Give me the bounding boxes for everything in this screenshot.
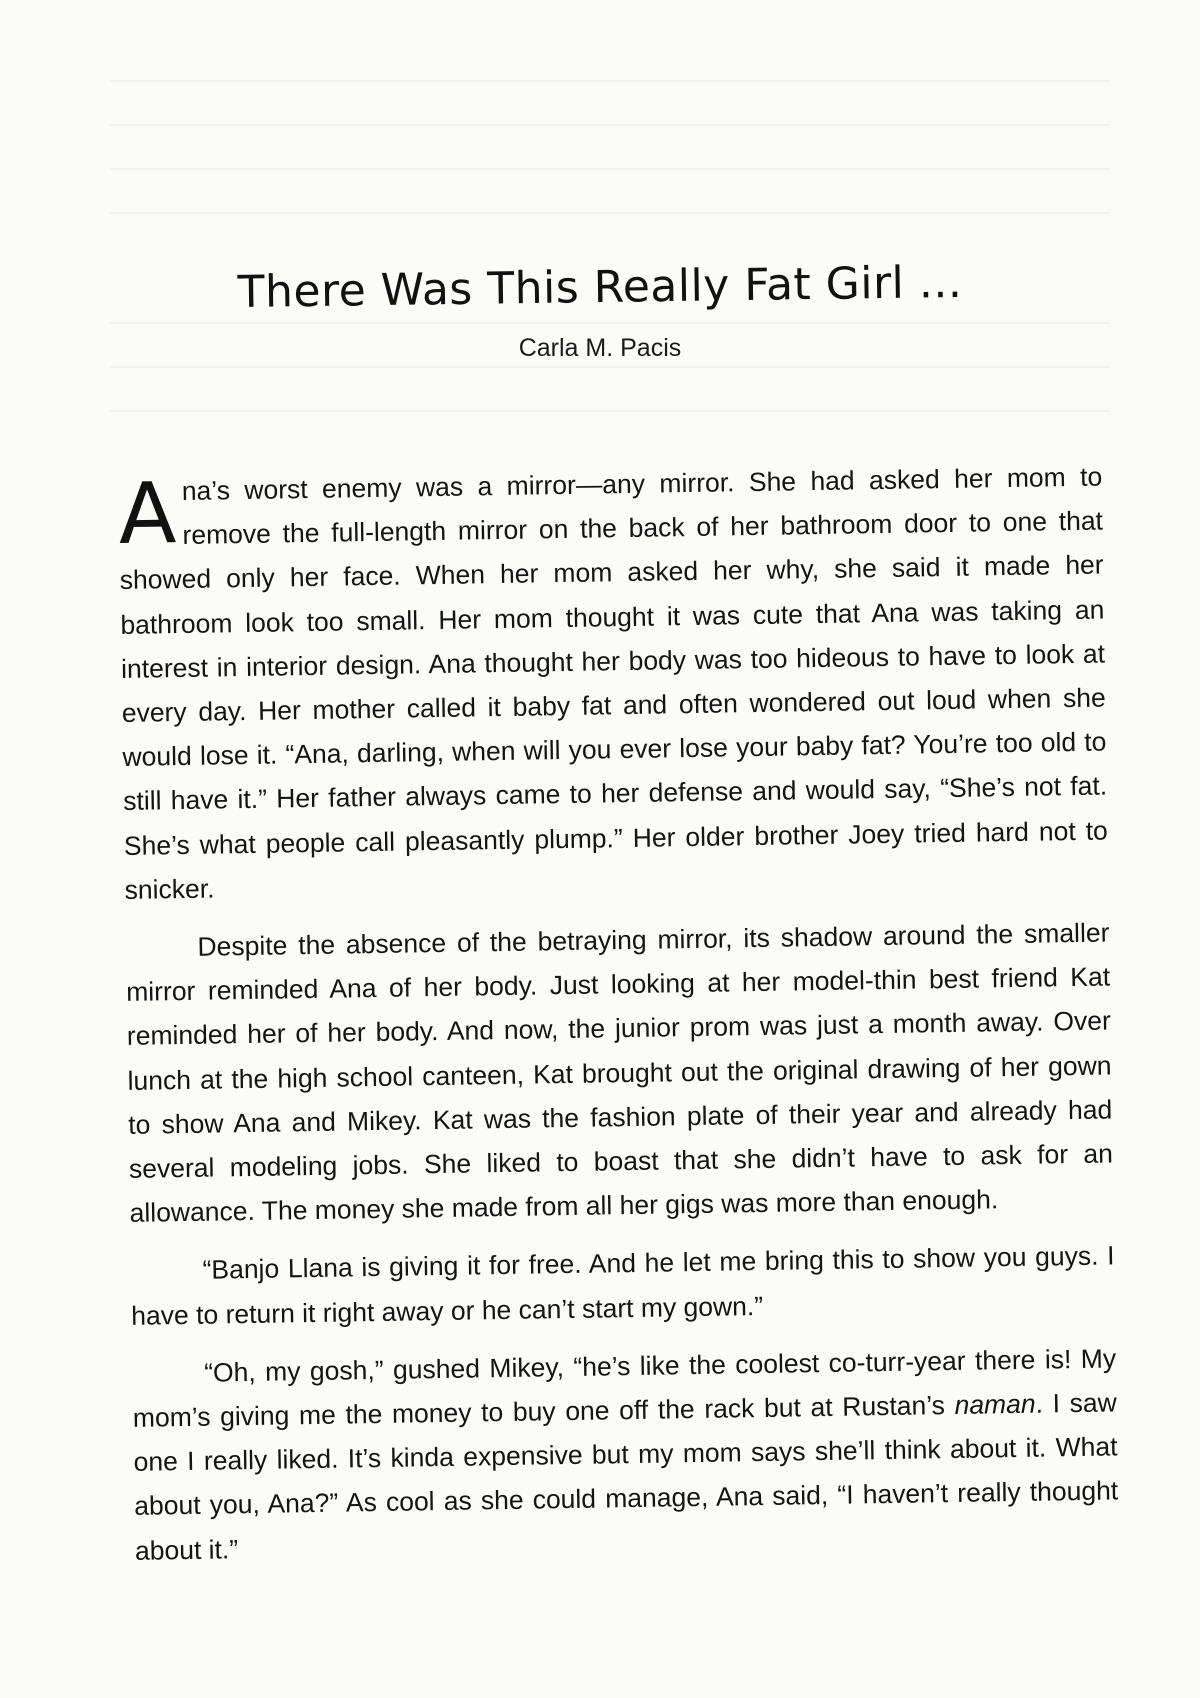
paragraph-4 (132, 1336, 1119, 1572)
paragraph-2: Despite the absence of the betraying mirror, its shadow around the smaller mirror reminded Ana of her body. Just looking at her model-thin best friend Kat reminded her of her body. And now, the junior prom was just a month away. Over lunch at the high school canteen, Kat brought out the original drawing of her gown to show Ana and Mikey. Kat was the fashion plate of their year and already had several modeling jobs. She liked to boast that she didn’t have to ask for an allowance. The money she made from all her gigs was more than enough. (125, 917, 1114, 1229)
bleed-through-line (110, 124, 1110, 126)
bleed-through-line (110, 322, 1110, 324)
paragraph-1 (118, 455, 1109, 912)
paragraph-4-after: . I saw one I really liked. It’s kinda expensive but my mom says she’ll think about it. What about you, Ana?” As cool as she could manage, Ana said, “I haven’t really thought about it.” (133, 1387, 1119, 1566)
story-author: Carla M. Pacis (518, 334, 682, 362)
drop-cap: A (117, 464, 177, 563)
bleed-through-line (110, 366, 1110, 368)
paragraph-1-text: na’s worst enemy was a mirror—any mirror. She had asked her mom to remove the full-length mirror on the back of her bathroom door to one that showed only her face. When her mom asked her why, she said it made her bathroom look too small. Her mom thought it was cute that Ana was taking an interest in interior design. Ana thought her body was too hideous to have to look at every day. Her mother called it baby fat and often wondered out loud when she would lose it. “Ana, darling, when will you ever lose your baby fat? You’re too old to still have it.” Her father always came to her defense and would say, “She’s not fat. She’s what people call pleasantly plump.” Her older brother Joey tried hard not to snicker. (119, 461, 1109, 905)
story-body (118, 455, 1119, 1587)
bleed-through-line (110, 212, 1110, 214)
bleed-through-line (110, 410, 1110, 412)
story-title: There Was This Really Fat Girl ... (237, 256, 963, 319)
paragraph-3: “Banjo Llana is giving it for free. And he let me bring this to show you guys. I have to return it right away or he can’t start my gown.” (131, 1240, 1115, 1331)
bleed-through-line (110, 168, 1110, 170)
paragraph-4-italic: naman (954, 1388, 1036, 1421)
bleed-through-line (110, 80, 1110, 82)
paragraph-4-before: “Oh, my gosh,” gushed Mikey, “he’s like the coolest co-turr-year there is! My mom’s giving me the money to buy one off the rack but at Rustan’s (132, 1343, 1117, 1433)
